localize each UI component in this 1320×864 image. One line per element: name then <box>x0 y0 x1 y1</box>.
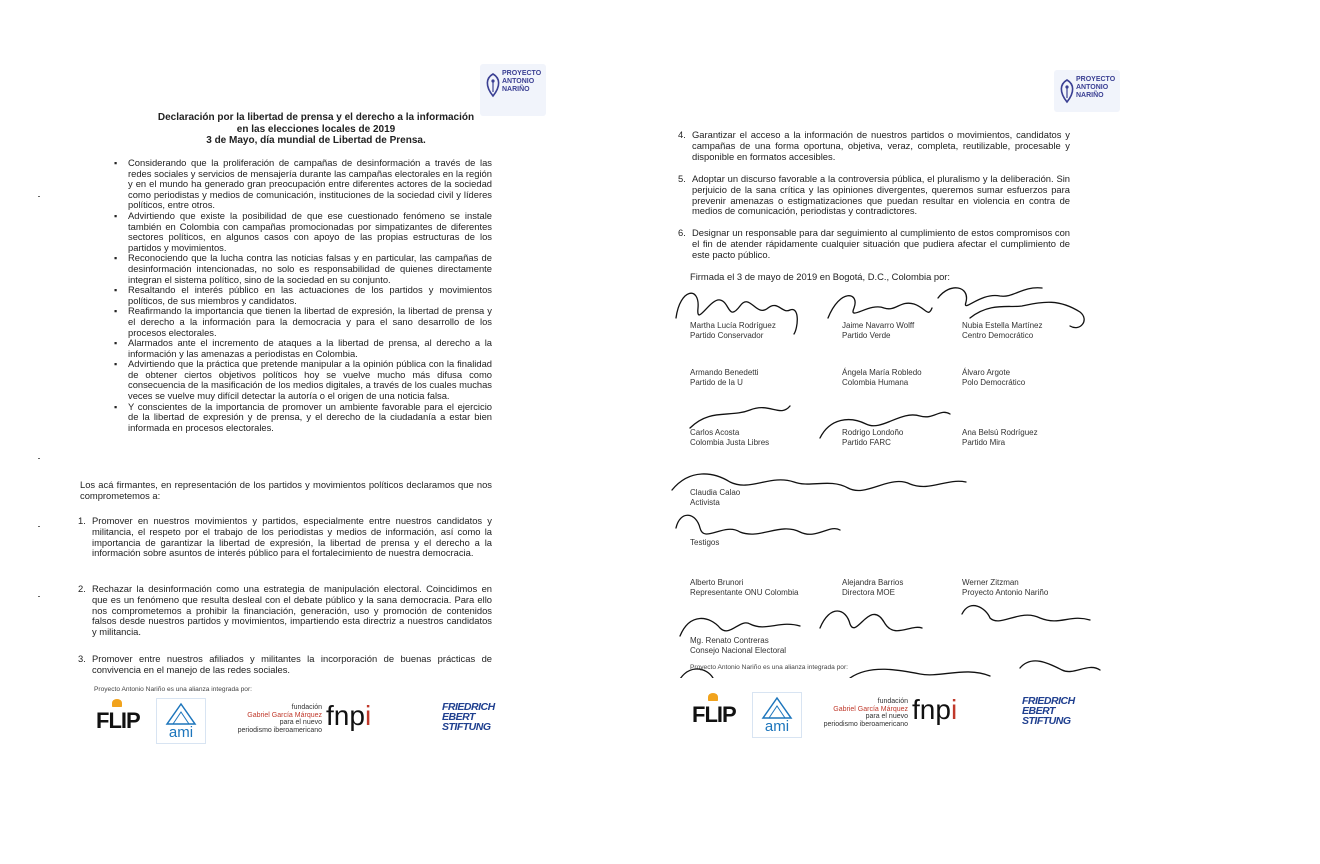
document-page-2 <box>670 68 1122 753</box>
flip-logo: FLIP <box>692 702 736 728</box>
list-item: ▪ Alarmados ante el incremento de ataques a la libertad de prensa, al derecho a la información y las amenazas a periodistas en Colombia. <box>114 338 492 359</box>
signatory-block: Carlos Acosta Colombia Justa Libres <box>690 428 770 447</box>
considerations-list <box>114 158 492 433</box>
proyecto-antonio-narino-logo <box>480 64 546 116</box>
list-item: ▪ Y conscientes de la importancia de promover un ambiente favorable para el ejercicio de la libertad de expresión y de prensa, y el derecho de la ciudadanía a estar bien informada en procesos electorales. <box>114 402 492 434</box>
signatory-block: Claudia Calao Activista <box>690 488 741 507</box>
witness-block: Mg. Renato Contreras Consejo Nacional Electoral <box>690 636 787 655</box>
commitment-6: 6. Designar un responsable para dar seguimiento al cumplimiento de estos compromisos con el fin de atender rápidamente cualquier situación que pudiera afectar el cumplimiento de este pacto público. <box>678 227 1070 260</box>
list-item: ▪ Advirtiendo que la práctica que pretende manipular a la opinión pública con la finalidad de obtener ciertos objetivos políticos hoy se vuelve mucho más difusa como consecuencia de la masificación de los medios digitales, a través de los cuales muchas veces se vuelve muy difícil detectar la autoría o el origen de una noticia falsa. <box>114 359 492 401</box>
ami-logo: ami <box>156 698 206 744</box>
list-item: ▪ Reafirmando la importancia que tienen la libertad de expresión, la libertad de prensa y el derecho a la información para la democracia y para el sano desarrollo de los procesos electorales. <box>114 306 492 338</box>
friedrich-ebert-stiftung-logo: FRIEDRICH EBERT STIFTUNG <box>442 701 495 733</box>
logo-text: PROYECTO ANTONIO NARIÑO <box>1076 76 1116 99</box>
commitment-2: 2. Rechazar la desinformación como una estrategia de manipulación electoral. Coincidimos en que es un fenómeno que resulta desleal con el debate público y la sana democracia. Para ello nos comprometemos a prohibir la financiación, generación, uso y promoción de contenidos falsos desde nuestros partidos y movimientos, impartiendo esta directriz a nuestros candidatos y militancia. <box>78 583 492 638</box>
proyecto-antonio-narino-logo <box>1054 70 1120 112</box>
partners-footer <box>94 698 514 748</box>
signatory-block: Martha Lucía Rodríguez Partido Conservador <box>690 321 776 340</box>
commitment-4: 4. Garantizar el acceso a la información de nuestros partidos o movimientos, candidatos y campañas de una forma oportuna, objetiva, veraz, completa, reutilizable, procesable y disponible en formatos accesibles. <box>678 129 1070 162</box>
partners-footer <box>692 690 1112 740</box>
scan-mark <box>38 196 40 197</box>
scan-mark <box>38 526 40 527</box>
commitment-1: 1. Promover en nuestros movimientos y partidos, especialmente entre nuestros candidatos y militancia, el respeto por el trabajo de los periodistas y medios de información, así como la importancia de garantizar la libertad de expresión, la libertad de prensa y el derecho a la información sobre asuntos de interés público para el fortalecimiento de nuestra democracia. <box>78 515 492 559</box>
fgm-foundation-logo: fundación Gabriel García Márquez para el nuevo periodismo iberoamericano <box>823 698 908 728</box>
list-item: ▪ Resaltando el interés público en las actuaciones de los partidos y movimientos políticos, de sus miembros y candidatos. <box>114 285 492 306</box>
fgm-foundation-logo: fundación Gabriel García Márquez para el nuevo periodismo iberoamericano <box>237 704 322 734</box>
logo-text: PROYECTO ANTONIO NARIÑO <box>502 70 542 93</box>
list-item: ▪ Reconociendo que la lucha contra las noticias falsas y en particular, las campañas de desinformación intencionadas, no solo es responsabilidad de quienes directamente integran el sistema político, sino de la sociedad en su conjunto. <box>114 253 492 285</box>
document-page-1 <box>80 62 552 752</box>
ami-logo: ami <box>752 692 802 738</box>
alliance-caption: Proyecto Antonio Nariño es una alianza integrada por: <box>94 686 252 693</box>
witnesses-label: Testigos <box>690 538 720 547</box>
signatory-block: Nubia Estella Martínez Centro Democrático <box>962 321 1043 340</box>
signatory-block: Jaime Navarro Wolff Partido Verde <box>842 321 915 340</box>
scan-mark <box>38 458 40 459</box>
fnpi-logo: fnpi <box>912 694 958 725</box>
signatory-block: Ana Belsú Rodríguez Partido Mira <box>962 428 1038 447</box>
declaration-title: Declaración por la libertad de prensa y el derecho a la información en las elecciones locales de 2019 3 de Mayo, día mundial de Libertad de Prensa. <box>157 112 475 146</box>
alliance-caption: Proyecto Antonio Nariño es una alianza integrada por: <box>690 664 848 671</box>
signatory-block: Rodrigo Londoño Partido FARC <box>842 428 904 447</box>
scan-mark <box>38 596 40 597</box>
intro-paragraph: Los acá firmantes, en representación de los partidos y movimientos políticos declaramos que nos comprometemos a: <box>80 479 492 501</box>
commitment-5: 5. Adoptar un discurso favorable a la controversia pública, el pluralismo y la deliberación. Sin perjuicio de la sana crítica y las opiniones divergentes, queremos sumar esfuerzos para prevenir amenazas o estigmatizaciones que puedan resultar en violencia en contra de medios de comunicación, periodistas y contradictores. <box>678 173 1070 217</box>
witness-block: Werner Zitzman Proyecto Antonio Nariño <box>962 578 1049 597</box>
flip-logo: FLIP <box>96 708 140 734</box>
signatory-block: Ángela María Robledo Colombia Humana <box>842 368 922 387</box>
fnpi-logo: fnpi <box>326 700 372 731</box>
signatory-block: Álvaro Argote Polo Democrático <box>962 368 1026 387</box>
friedrich-ebert-stiftung-logo: FRIEDRICH EBERT STIFTUNG <box>1022 695 1075 727</box>
commitment-3: 3. Promover entre nuestros afiliados y militantes la incorporación de buenas prácticas de convivencia en el manejo de las redes sociales. <box>78 653 492 675</box>
list-item: ▪ Considerando que la proliferación de campañas de desinformación a través de las redes sociales y servicios de mensajería durante las campañas electorales en la región y en el mundo ha generado gran preocupación entre diferentes actores de la sociedad como periodistas y medios de comunicación, instituciones de la sociedad civil y líderes políticos, entre otros. <box>114 158 492 211</box>
list-item: ▪ Advirtiendo que existe la posibilidad de que ese cuestionado fenómeno se instale también en Colombia con campañas promocionadas por simpatizantes de diferentes sectores políticos, en algunos casos con apoyo de las propias estructuras de los partidos y movimientos. <box>114 211 492 253</box>
pen-nib-icon <box>482 72 504 98</box>
signing-statement: Firmada el 3 de mayo de 2019 en Bogotá, D.C., Colombia por: <box>690 271 951 282</box>
pen-nib-icon <box>1056 78 1078 104</box>
witness-block: Alberto Brunori Representante ONU Colombia <box>690 578 799 597</box>
signatory-block: Armando Benedetti Partido de la U <box>690 368 759 387</box>
witness-block: Alejandra Barrios Directora MOE <box>842 578 904 597</box>
